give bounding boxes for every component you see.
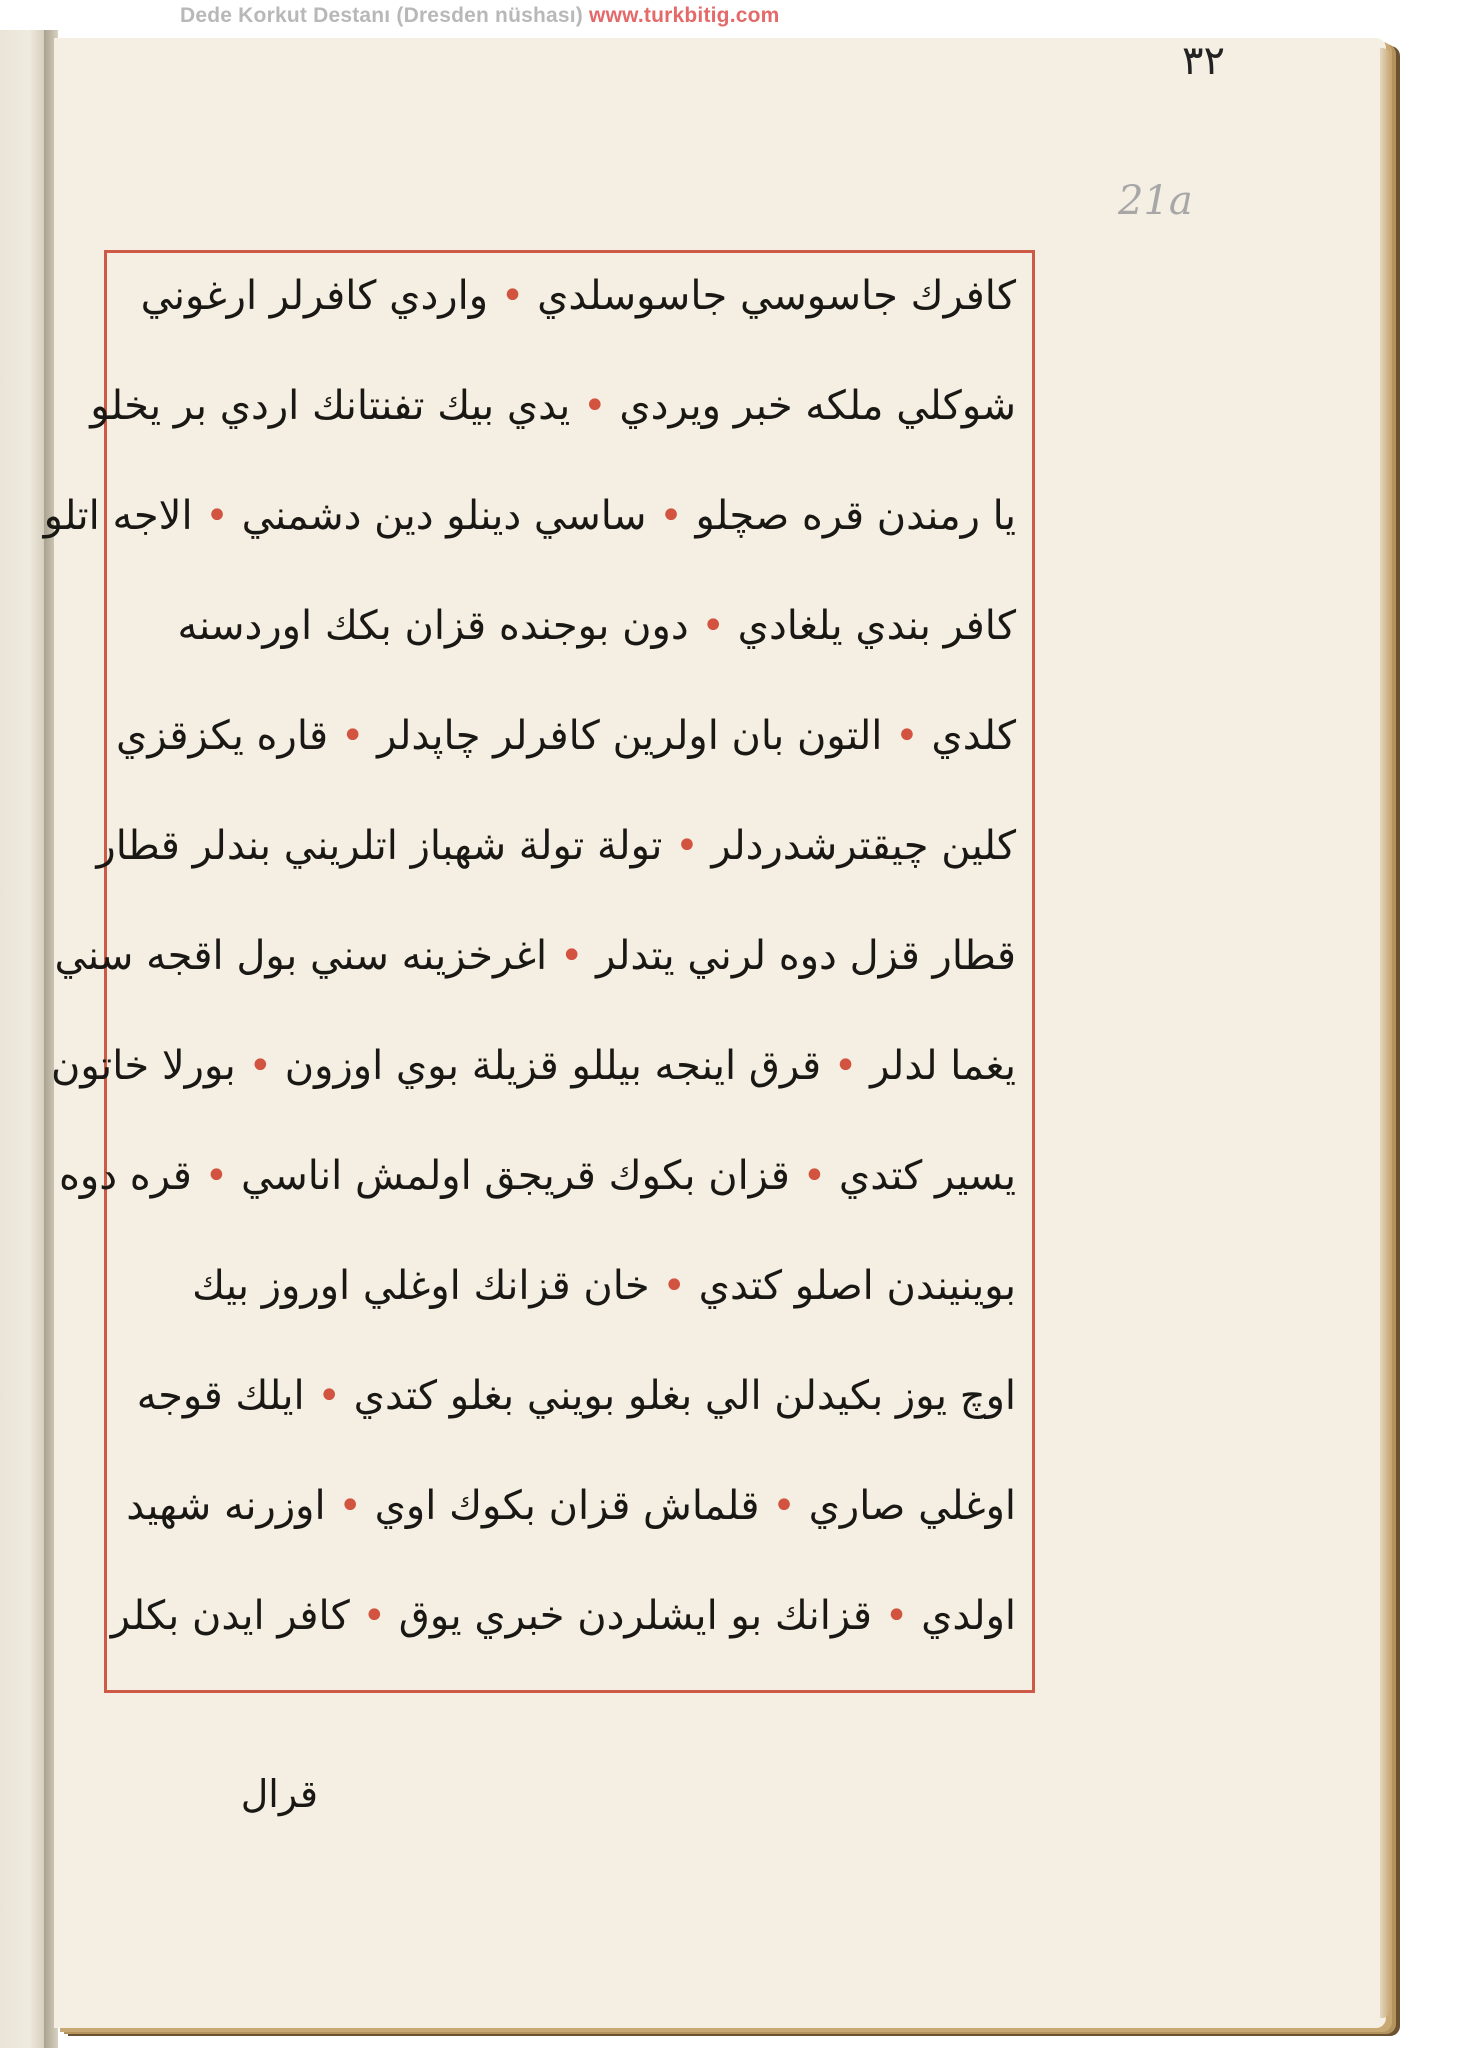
rubric-dot: • (338, 1483, 362, 1529)
rubric-dot: • (317, 1373, 341, 1419)
text-line: يسير كتدي • قزان بكوك قريجق اولمش اناسي • قره دوه (58, 1153, 1016, 1199)
rubric-dot: • (659, 493, 683, 539)
rubric-dot: • (701, 603, 725, 649)
text-line: اوچ يوز بكيدلن الي بغلو بويني بغلو كتدي • ايلك قوجه (136, 1373, 1016, 1419)
rubric-dot: • (205, 493, 229, 539)
watermark-url[interactable]: www.turkbitig.com (589, 4, 780, 27)
text-line: يغما لدلر • قرق اينجه بيللو قزيلة بوي اوزون • بورلا خاتون (51, 1043, 1016, 1089)
rubric-dot: • (884, 1593, 909, 1639)
pencil-folio-number: 21a (1118, 178, 1193, 224)
text-line: يا رمندن قره صچلو • ساسي دينلو دين دشمني • الاجه اتلو (43, 493, 1016, 539)
text-line: اوغلي صاري • قلماش قزان بكوك اوي • اوزرنه شهيد (126, 1483, 1016, 1529)
text-line: شوكلي ملكه خبر ويردي • يدي بيك تفنتانك اردي بر يخلو (90, 383, 1016, 429)
watermark-title: Dede Korkut Destanı (Dresden nüshası) (180, 4, 583, 27)
rubric-dot: • (559, 933, 584, 979)
text-line: قطار قزل دوه لرني يتدلر • اغرخزينه سني بول اقجه سني (54, 933, 1016, 979)
rubric-dot: • (500, 273, 525, 319)
page-fore-edge (1380, 48, 1390, 2018)
text-line: كلين چيقترشدردلر • تولة تولة شهباز اتلريني بندلر قطار (96, 823, 1016, 869)
rubric-dot: • (204, 1153, 229, 1199)
rubric-dot: • (895, 713, 919, 759)
rubric-dot: • (583, 383, 607, 429)
text-line: كلدي • التون بان اولرين كافرلر چاپدلر • قاره يكزقزي (116, 713, 1016, 759)
rubric-dot: • (675, 823, 699, 869)
folio-number: ۳۲ (1182, 38, 1225, 84)
rubric-dot: • (833, 1043, 858, 1089)
text-line: كافرك جاسوسي جاسوسلدي • واردي كافرلر ارغوني (140, 273, 1016, 319)
rubric-dot: • (772, 1483, 796, 1529)
text-line: كافر بندي يلغادي • دون بوجنده قزان بكك اوردسنه (177, 603, 1016, 649)
facing-page-edge (0, 30, 48, 2048)
rubric-dot: • (248, 1043, 273, 1089)
rubric-dot: • (340, 713, 365, 759)
rubric-dot: • (662, 1263, 686, 1309)
catchword: قرال (240, 1772, 318, 1816)
text-line: بوينيندن اصلو كتدي • خان قزانك اوغلي اوروز بيك (192, 1263, 1016, 1309)
watermark (180, 4, 780, 28)
text-line: اولدي • قزانك بو ايشلردن خبري يوق • كافر ايدن بكلر (110, 1593, 1016, 1639)
rubric-dot: • (802, 1153, 827, 1199)
text-block-frame (43, 250, 1035, 1693)
rubric-dot: • (362, 1593, 387, 1639)
